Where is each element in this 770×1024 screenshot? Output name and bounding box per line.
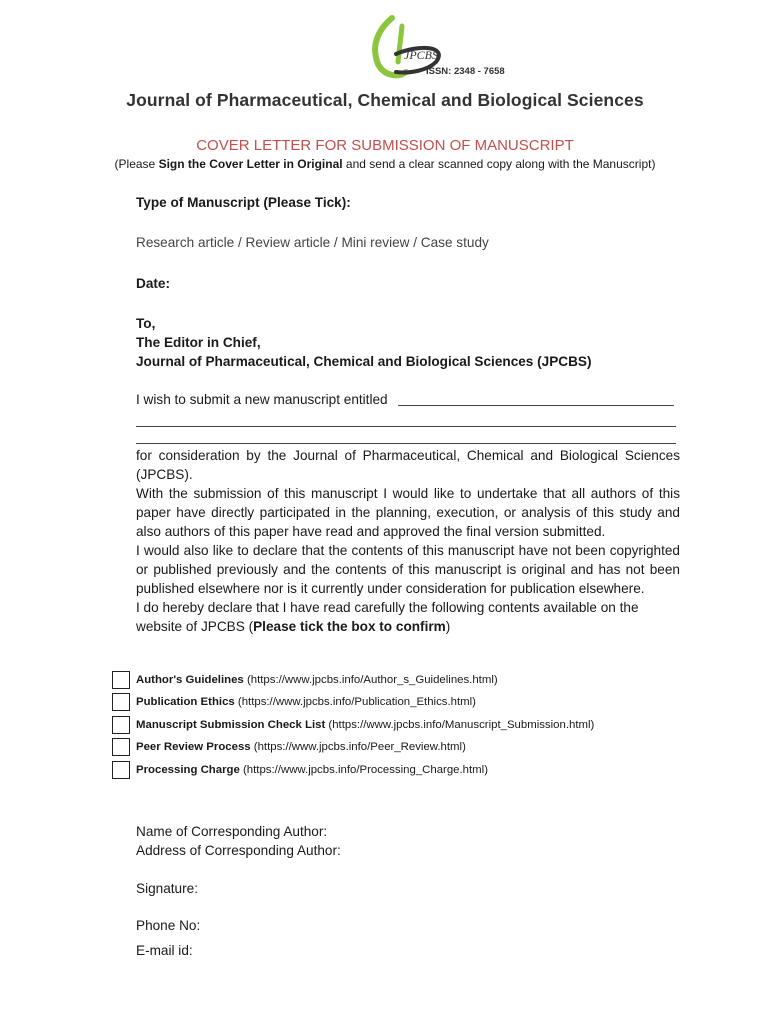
checklist-label: Author's Guidelines (136, 674, 244, 686)
body-paragraphs (136, 446, 680, 636)
author-address-field[interactable]: Address of Corresponding Author: (136, 843, 341, 858)
logo-text: JPCBS (404, 48, 438, 62)
checklist-item (112, 692, 476, 712)
read-declaration (136, 598, 680, 636)
checkbox[interactable] (112, 738, 130, 756)
instruction-bold: Sign the Cover Letter in Original (158, 157, 343, 171)
manuscript-type-options[interactable]: Research article / Review article / Mini review / Case study (136, 235, 489, 250)
phone-field[interactable]: Phone No: (136, 918, 201, 933)
instruction-prefix: (Please (114, 157, 159, 171)
checklist-url[interactable]: (https://www.jpcbs.info/Author_s_Guidelines.html) (246, 674, 498, 686)
checklist-url[interactable]: (https://www.jpcbs.info/Manuscript_Submission.html) (328, 719, 595, 731)
checklist-label: Publication Ethics (136, 696, 235, 708)
signing-instruction (0, 157, 770, 171)
date-label: Date: (136, 276, 170, 291)
checklist-url[interactable]: (https://www.jpcbs.info/Peer_Review.html) (253, 741, 466, 753)
checkbox[interactable] (112, 716, 130, 734)
issn: ISSN: 2348 - 7658 (426, 66, 505, 77)
read-prefix: I do hereby declare that I have read carefully the following contents available on the website of JPCBS ( (136, 600, 639, 634)
submit-intro: I wish to submit a new manuscript entitled (136, 392, 388, 407)
checklist-item (112, 760, 488, 780)
checklist-url[interactable]: (https://www.jpcbs.info/Processing_Charge.html) (243, 764, 488, 776)
checkbox[interactable] (112, 693, 130, 711)
declaration-text: I would also like to declare that the contents of this manuscript have not been copyrighted or published previously and the contents of this manuscript is original and has not been published elsewhere nor is it currently under consideration for publication elsewhere. (136, 543, 680, 596)
signature-field[interactable]: Signature: (136, 881, 198, 896)
address-journal: Journal of Pharmaceutical, Chemical and Biological Sciences (JPCBS) (136, 354, 592, 369)
read-bold: Please tick the box to confirm (253, 619, 446, 634)
checklist-item (112, 737, 466, 757)
document-title: COVER LETTER FOR SUBMISSION OF MANUSCRIPT (196, 137, 574, 154)
checklist-item (112, 670, 498, 690)
address-recipient: The Editor in Chief, (136, 335, 261, 350)
checklist-label: Peer Review Process (136, 741, 251, 753)
logo-green-stem (398, 26, 402, 62)
checklist-url[interactable]: (https://www.jpcbs.info/Publication_Ethics.html) (237, 696, 476, 708)
checklist-label: Processing Charge (136, 764, 240, 776)
journal-name: Journal of Pharmaceutical, Chemical and Biological Sciences (126, 90, 644, 110)
manuscript-type-label: Type of Manuscript (Please Tick): (136, 195, 351, 210)
undertaking-text: With the submission of this manuscript I would like to undertake that all authors of this paper have directly participated in the planning, execution, or analysis of this study and also authors of this paper have read and approved the final version submitted. (136, 486, 680, 539)
consideration-text: for consideration by the Journal of Pharmaceutical, Chemical and Biological Sciences (JPCBS). (136, 448, 680, 482)
title-line-3[interactable] (136, 443, 676, 444)
title-line-1[interactable] (398, 405, 674, 406)
title-line-2[interactable] (136, 426, 676, 427)
email-field[interactable]: E-mail id: (136, 943, 193, 958)
instruction-suffix: and send a clear scanned copy along with the Manuscript) (342, 157, 656, 171)
read-suffix: ) (445, 619, 451, 634)
checklist-item (112, 715, 594, 735)
checklist-label: Manuscript Submission Check List (136, 719, 326, 731)
address-to: To, (136, 316, 156, 331)
author-name-field[interactable]: Name of Corresponding Author: (136, 824, 328, 839)
checkbox[interactable] (112, 671, 130, 689)
checkbox[interactable] (112, 761, 130, 779)
